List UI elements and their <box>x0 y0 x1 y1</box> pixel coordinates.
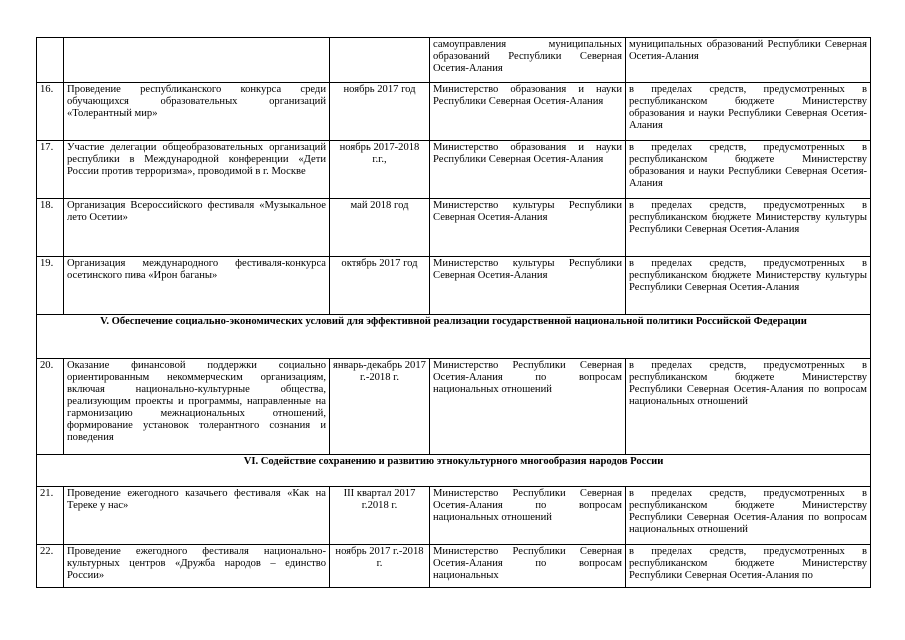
term-cell: январь-декабрь 2017 г.-2018 г. <box>330 359 430 455</box>
term-cell: III квартал 2017 г.2018 г. <box>330 487 430 545</box>
section-header-row <box>37 455 871 487</box>
executor-cell: Министерство культуры Республики Северная Осетия-Алания <box>430 257 626 315</box>
term-cell: ноябрь 2017-2018 г.г., <box>330 141 430 199</box>
executor-cell: Министерство культуры Республики Северная Осетия-Алания <box>430 199 626 257</box>
funding-cell: в пределах средств, предусмотренных в республиканском бюджете Министерству Республики Северная Осетия-Алания по вопросам национальных отношений <box>626 359 871 455</box>
row-number: 20. <box>37 359 64 455</box>
row-number: 21. <box>37 487 64 545</box>
event-cell: Проведение ежегодного фестиваля национально-культурных центров «Дружба народов – единство России» <box>64 545 330 588</box>
funding-cell: в пределах средств, предусмотренных в республиканском бюджете Министерству Республики Северная Осетия-Алания по вопросам национальных отношений <box>626 487 871 545</box>
row-number: 17. <box>37 141 64 199</box>
event-cell: Оказание финансовой поддержки социально ориентированным некоммерческим организациям, включая национально-культурные общества, реализующим проекты и программы, направленные на гармонизацию межнациональных отношений, формирование установок толерантного сознания и поведения <box>64 359 330 455</box>
event-cell: Проведение республиканского конкурса среди обучающихся образовательных организаций «Толерантный мир» <box>64 83 330 141</box>
table-row <box>37 83 871 141</box>
term-cell <box>330 38 430 83</box>
funding-cell: в пределах средств, предусмотренных в республиканском бюджете Министерству культуры Республики Северная Осетия-Алания <box>626 257 871 315</box>
event-cell <box>64 38 330 83</box>
term-cell: ноябрь 2017 г.-2018 г. <box>330 545 430 588</box>
funding-cell: в пределах средств, предусмотренных в республиканском бюджете Министерству Республики Северная Осетия-Алания по <box>626 545 871 588</box>
executor-cell: Министерство образования и науки Республики Северная Осетия-Алания <box>430 141 626 199</box>
section-title: V. Обеспечение социально-экономических условий для эффективной реализации государственной национальной политики Российской Федерации <box>37 315 871 359</box>
row-number: 16. <box>37 83 64 141</box>
table-row <box>37 487 871 545</box>
term-cell: ноябрь 2017 год <box>330 83 430 141</box>
executor-cell: Министерство Республики Северная Осетия-Алания по вопросам национальных отношений <box>430 487 626 545</box>
table-row <box>37 199 871 257</box>
term-cell: октябрь 2017 год <box>330 257 430 315</box>
row-number: 19. <box>37 257 64 315</box>
executor-cell: Министерство образования и науки Республики Северная Осетия-Алания <box>430 83 626 141</box>
funding-cell: муниципальных образований Республики Северная Осетия-Алания <box>626 38 871 83</box>
table-row <box>37 38 871 83</box>
executor-cell: самоуправления муниципальных образований Республики Северная Осетия-Алания <box>430 38 626 83</box>
section-header-row <box>37 315 871 359</box>
row-number: 18. <box>37 199 64 257</box>
executor-cell: Министерство Республики Северная Осетия-Алания по вопросам национальных отношений <box>430 359 626 455</box>
funding-cell: в пределах средств, предусмотренных в республиканском бюджете Министерству образования и науки Республики Северная Осетия-Алания <box>626 141 871 199</box>
row-number <box>37 38 64 83</box>
event-cell: Участие делегации общеобразовательных организаций республики в Международной конференции «Дети России против терроризма», проводимой в г. Москве <box>64 141 330 199</box>
funding-cell: в пределах средств, предусмотренных в республиканском бюджете Министерству образования и науки Республики Северная Осетия-Алания <box>626 83 871 141</box>
row-number: 22. <box>37 545 64 588</box>
funding-cell: в пределах средств, предусмотренных в республиканском бюджете Министерству культуры Республики Северная Осетия-Алания <box>626 199 871 257</box>
event-cell: Организация Всероссийского фестиваля «Музыкальное лето Осетии» <box>64 199 330 257</box>
term-cell: май 2018 год <box>330 199 430 257</box>
table-row <box>37 545 871 588</box>
table-row <box>37 141 871 199</box>
event-cell: Организация международного фестиваля-конкурса осетинского пива «Ирон баганы» <box>64 257 330 315</box>
event-cell: Проведение ежегодного казачьего фестиваля «Как на Тереке у нас» <box>64 487 330 545</box>
table-row <box>37 257 871 315</box>
section-title: VI. Содействие сохранению и развитию этнокультурного многообразия народов России <box>37 455 871 487</box>
table-row <box>37 359 871 455</box>
executor-cell: Министерство Республики Северная Осетия-Алания по вопросам национальных <box>430 545 626 588</box>
events-plan-table <box>36 37 871 588</box>
